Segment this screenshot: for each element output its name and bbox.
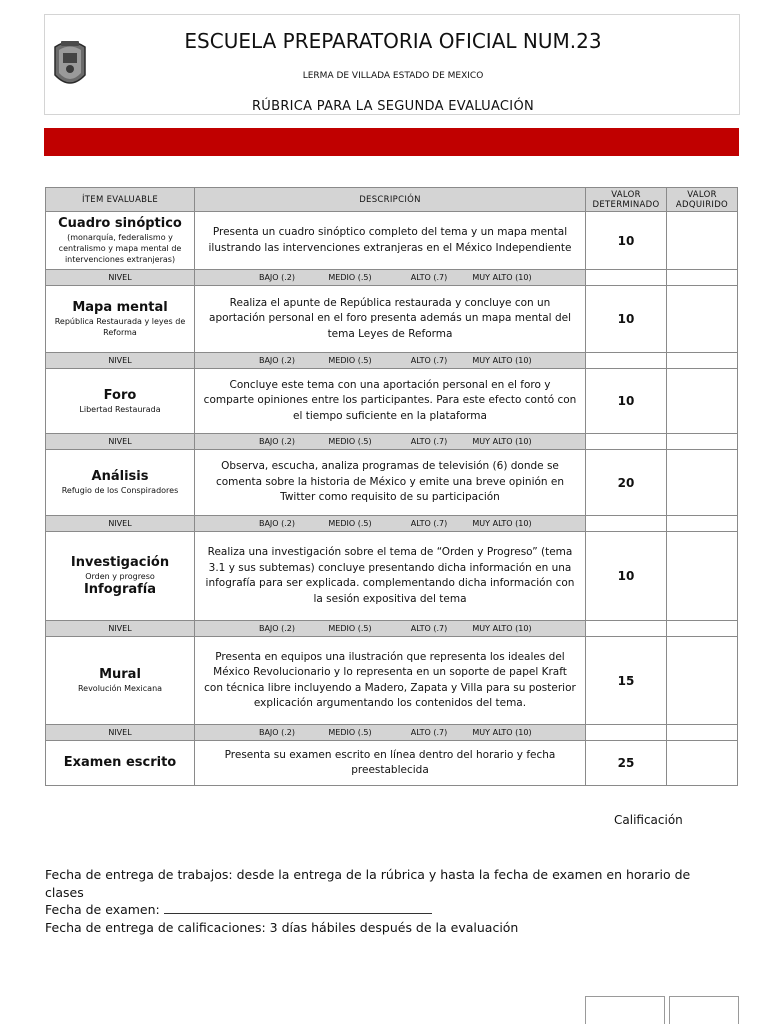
item-title: Investigación <box>70 554 170 570</box>
value-acquired <box>667 369 738 434</box>
level-scale <box>195 270 586 286</box>
rubric-table <box>45 187 738 786</box>
footer-notes <box>45 866 725 936</box>
item-subtitle: Refugio de los Conspiradores <box>61 486 179 495</box>
level-low: BAJO (.2) <box>258 624 296 633</box>
description-cell: Realiza el apunte de República restaurada y concluye con un aportación personal en el foro presenta además un mapa mental del tema Leyes de Reforma <box>195 286 586 353</box>
level-high: ALTO (.7) <box>410 356 448 365</box>
level-label: NIVEL <box>46 270 195 286</box>
level-label: NIVEL <box>46 725 195 741</box>
score-box <box>585 996 665 1024</box>
table-row <box>46 637 738 725</box>
level-label: NIVEL <box>46 353 195 369</box>
description-cell: Concluye este tema con una aportación personal en el foro y comparte opiniones entre los participantes. Para este efecto contó con el tiempo suficiente en la plataforma <box>195 369 586 434</box>
level-very-high: MUY ALTO (10) <box>472 273 532 282</box>
value-acquired <box>667 450 738 516</box>
item-subtitle: Orden y progreso <box>85 571 155 581</box>
level-very-high: MUY ALTO (10) <box>472 624 532 633</box>
item-title: Mural <box>99 667 141 682</box>
level-low: BAJO (.2) <box>258 356 296 365</box>
item-cell <box>46 450 195 516</box>
table-row <box>46 741 738 786</box>
table-header-row <box>46 188 738 212</box>
level-very-high: MUY ALTO (10) <box>472 437 532 446</box>
table-row <box>46 369 738 434</box>
table-row <box>46 450 738 516</box>
level-scale <box>195 621 586 637</box>
level-low: BAJO (.2) <box>258 273 296 282</box>
level-mid: MEDIO (.5) <box>328 519 372 528</box>
level-high: ALTO (.7) <box>410 624 448 633</box>
level-low: BAJO (.2) <box>258 728 296 737</box>
item-title: Mapa mental <box>72 300 168 315</box>
value-determined: 15 <box>586 637 667 725</box>
calificacion-label: Calificación <box>614 813 683 827</box>
description-cell: Realiza una investigación sobre el tema de “Orden y Progreso” (tema 3.1 y sus subtemas) concluye presentando dicha información en una infografía para ser explicada. complementando dicha información con la sesión expositiva del tema <box>195 532 586 621</box>
item-cell <box>46 741 195 786</box>
rubric-title: RÚBRICA PARA LA SEGUNDA EVALUACIÓN <box>251 99 535 114</box>
table-row <box>46 532 738 621</box>
level-high: ALTO (.7) <box>410 728 448 737</box>
header-value-determined: VALOR DETERMINADO <box>586 188 667 212</box>
level-very-high: MUY ALTO (10) <box>472 356 532 365</box>
delivery-dates-note: Fecha de entrega de trabajos: desde la entrega de la rúbrica y hasta la fecha de examen en horario de clases <box>45 867 691 900</box>
item-subtitle: (monarquía, federalismo y centralismo y mapa mental de intervenciones extranjeras) <box>58 233 182 264</box>
item-title: Análisis <box>91 469 149 484</box>
level-mid: MEDIO (.5) <box>328 728 372 737</box>
item-cell <box>46 532 195 621</box>
document-header <box>44 14 740 115</box>
level-scale <box>195 434 586 450</box>
level-row <box>46 516 738 532</box>
value-determined: 10 <box>586 286 667 353</box>
value-determined: 10 <box>586 532 667 621</box>
level-label: NIVEL <box>46 621 195 637</box>
level-low: BAJO (.2) <box>258 519 296 528</box>
level-scale <box>195 353 586 369</box>
school-location: LERMA DE VILLADA ESTADO DE MEXICO <box>302 71 484 81</box>
level-mid: MEDIO (.5) <box>328 624 372 633</box>
table-row <box>46 212 738 270</box>
item-cell <box>46 369 195 434</box>
item-title-secondary: Infografía <box>83 581 157 597</box>
level-high: ALTO (.7) <box>410 273 448 282</box>
value-acquired <box>667 637 738 725</box>
value-determined: 10 <box>586 212 667 270</box>
level-very-high: MUY ALTO (10) <box>472 728 532 737</box>
header-description: DESCRIPCIÓN <box>195 188 586 212</box>
item-title: Cuadro sinóptico <box>58 216 182 231</box>
school-name: ESCUELA PREPARATORIA OFICIAL NUM.23 <box>184 29 602 53</box>
score-box-secondary <box>669 996 739 1024</box>
level-mid: MEDIO (.5) <box>328 437 372 446</box>
header-value-acquired: VALOR ADQUIRIDO <box>667 188 738 212</box>
item-title: Examen escrito <box>63 755 177 770</box>
value-acquired <box>667 212 738 270</box>
header-item: ÍTEM EVALUABLE <box>46 188 195 212</box>
description-cell: Observa, escucha, analiza programas de televisión (6) donde se comenta sobre la historia de México y emite una breve opinión en Twitter como requisito de su participación <box>195 450 586 516</box>
item-subtitle: República Restaurada y leyes de Reforma <box>54 317 186 337</box>
level-scale <box>195 725 586 741</box>
level-row <box>46 621 738 637</box>
table-row <box>46 286 738 353</box>
level-row <box>46 353 738 369</box>
value-acquired <box>667 741 738 786</box>
level-label: NIVEL <box>46 434 195 450</box>
red-banner <box>44 128 739 156</box>
level-mid: MEDIO (.5) <box>328 356 372 365</box>
level-high: ALTO (.7) <box>410 519 448 528</box>
level-row <box>46 434 738 450</box>
description-cell: Presenta un cuadro sinóptico completo del tema y un mapa mental ilustrando las intervenciones extranjeras en el México Independiente <box>195 212 586 270</box>
item-subtitle: Revolución Mexicana <box>77 684 163 693</box>
item-title: Foro <box>103 387 137 403</box>
level-mid: MEDIO (.5) <box>328 273 372 282</box>
exam-date-line <box>45 901 725 919</box>
level-very-high: MUY ALTO (10) <box>472 519 532 528</box>
description-cell: Presenta en equipos una ilustración que representa los ideales del México Revolucionario y lo representa en un soporte de papel Kraft con técnica libre incluyendo a Madero, Zapata y Villa para su posterior explicación argumentando los contenidos del tema. <box>195 637 586 725</box>
grades-delivery-note: Fecha de entrega de calificaciones: 3 días hábiles después de la evaluación <box>45 919 519 935</box>
level-scale <box>195 516 586 532</box>
level-row <box>46 270 738 286</box>
value-determined: 10 <box>586 369 667 434</box>
exam-date-blank <box>164 903 432 914</box>
value-determined: 20 <box>586 450 667 516</box>
value-acquired <box>667 286 738 353</box>
level-label: NIVEL <box>46 516 195 532</box>
item-cell <box>46 286 195 353</box>
exam-date-label: Fecha de examen: <box>45 902 164 917</box>
item-subtitle: Libertad Restaurada <box>79 404 161 414</box>
description-cell: Presenta su examen escrito en línea dentro del horario y fecha preestablecida <box>195 741 586 786</box>
value-determined: 25 <box>586 741 667 786</box>
level-low: BAJO (.2) <box>258 437 296 446</box>
level-row <box>46 725 738 741</box>
item-cell <box>46 212 195 270</box>
item-cell <box>46 637 195 725</box>
level-high: ALTO (.7) <box>410 437 448 446</box>
value-acquired <box>667 532 738 621</box>
